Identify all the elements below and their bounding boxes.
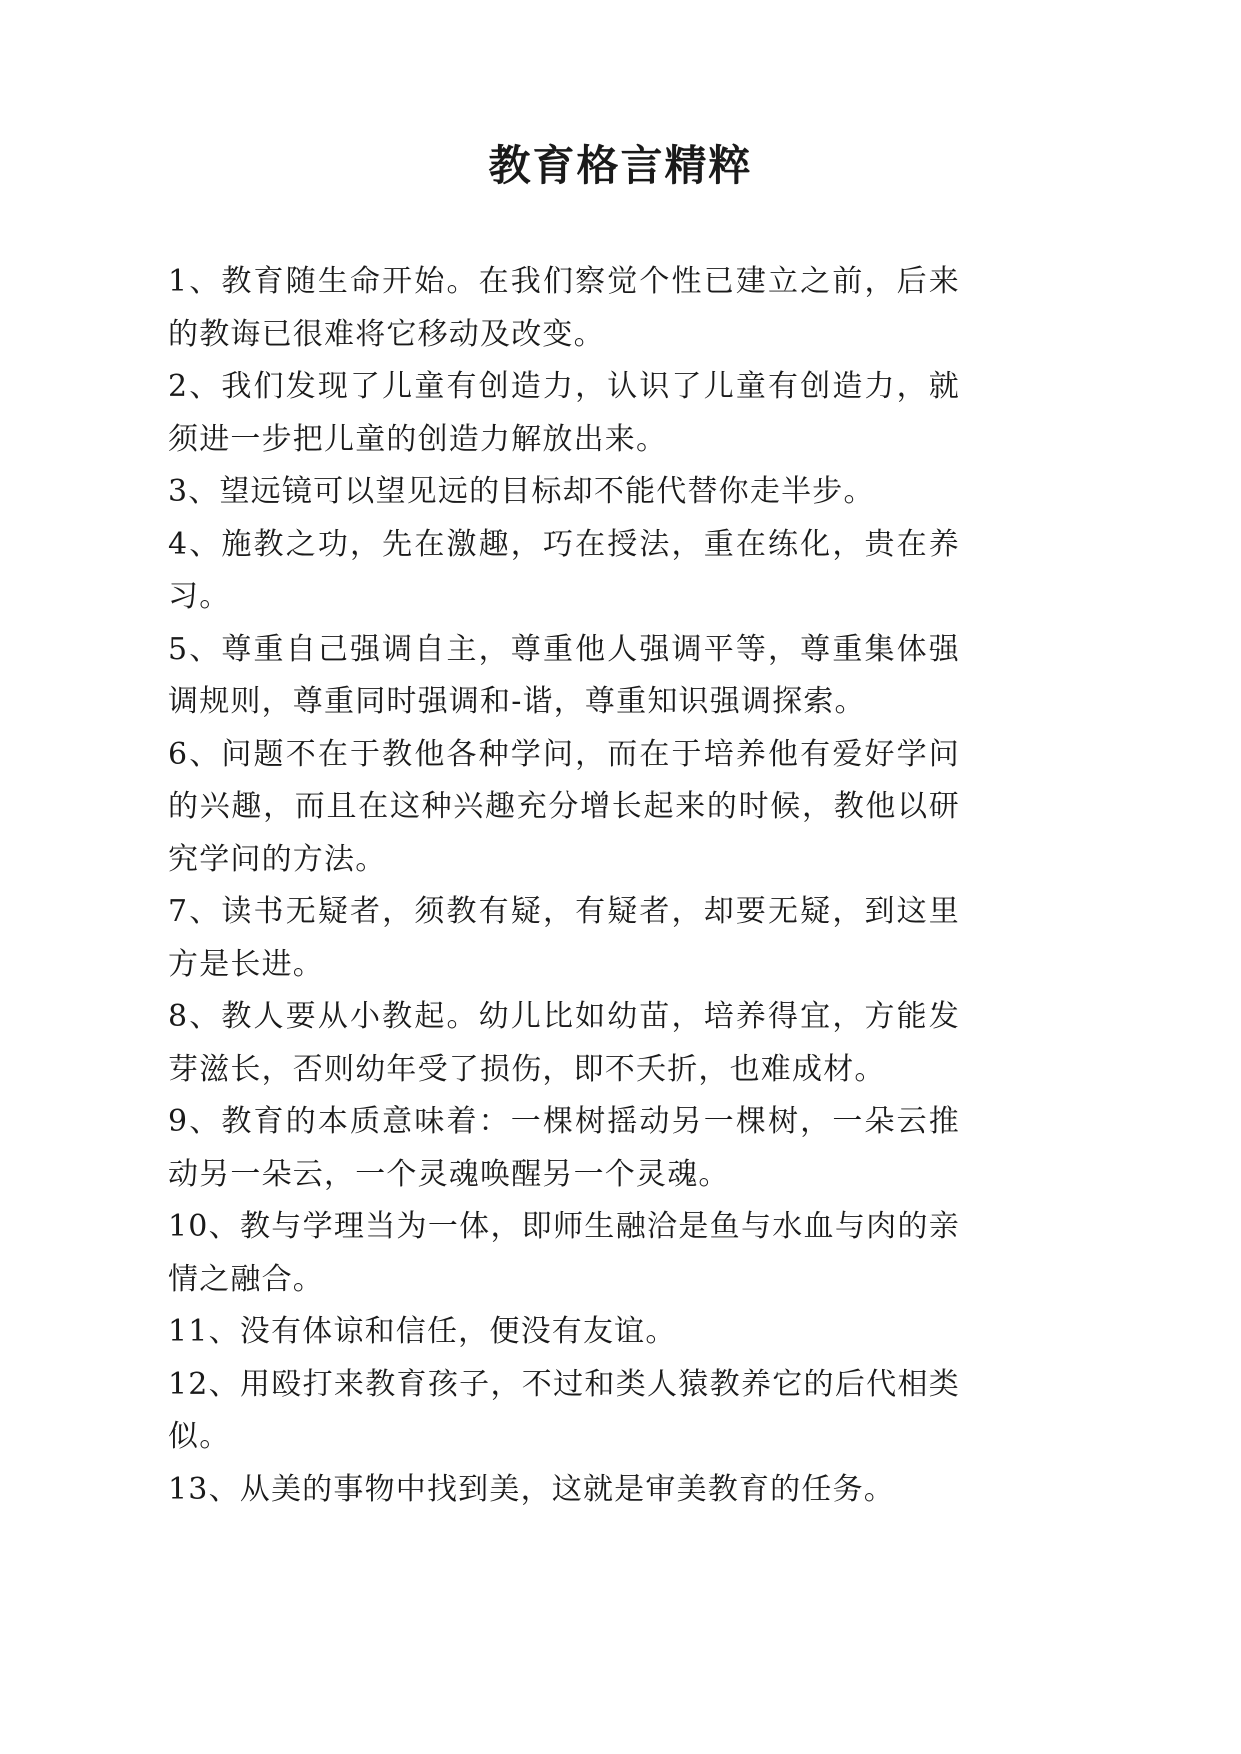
quote-list bbox=[168, 256, 960, 1516]
quote-item-10: 10、教与学理当为一体，即师生融洽是鱼与水血与肉的亲情之融合。 bbox=[168, 1209, 960, 1297]
quote-item-11: 11、没有体谅和信任，便没有友谊。 bbox=[168, 1314, 677, 1349]
quote-item-7: 7、读书无疑者，须教有疑，有疑者，却要无疑，到这里方是长进。 bbox=[168, 894, 960, 982]
quote-item-1: 1、教育随生命开始。在我们察觉个性已建立之前，后来的教诲已很难将它移动及改变。 bbox=[168, 264, 960, 352]
quote-item-3: 3、望远镜可以望见远的目标却不能代替你走半步。 bbox=[168, 474, 875, 509]
quote-item-8: 8、教人要从小教起。幼儿比如幼苗，培养得宜，方能发芽滋长，否则幼年受了损伤，即不夭折，也难成材。 bbox=[168, 999, 960, 1087]
quote-item-12: 12、用殴打来教育孩子，不过和类人猿教养它的后代相类似。 bbox=[168, 1366, 960, 1454]
quote-item-5: 5、尊重自己强调自主，尊重他人强调平等，尊重集体强调规则，尊重同时强调和-谐，尊重知识强调探索。 bbox=[168, 631, 960, 719]
quote-item-2: 2、我们发现了儿童有创造力，认识了儿童有创造力，就须进一步把儿童的创造力解放出来。 bbox=[168, 369, 960, 457]
document-title: 教育格言精粹 bbox=[488, 141, 753, 190]
quote-item-9: 9、教育的本质意味着：一棵树摇动另一棵树，一朵云推动另一朵云，一个灵魂唤醒另一个灵魂。 bbox=[168, 1104, 960, 1192]
quote-item-6: 6、问题不在于教他各种学问，而在于培养他有爱好学问的兴趣，而且在这种兴趣充分增长起来的时候，教他以研究学问的方法。 bbox=[168, 736, 960, 877]
quote-item-4: 4、施教之功，先在激趣，巧在授法，重在练化，贵在养习。 bbox=[168, 526, 960, 614]
quote-item-13: 13、从美的事物中找到美，这就是审美教育的任务。 bbox=[168, 1471, 895, 1507]
